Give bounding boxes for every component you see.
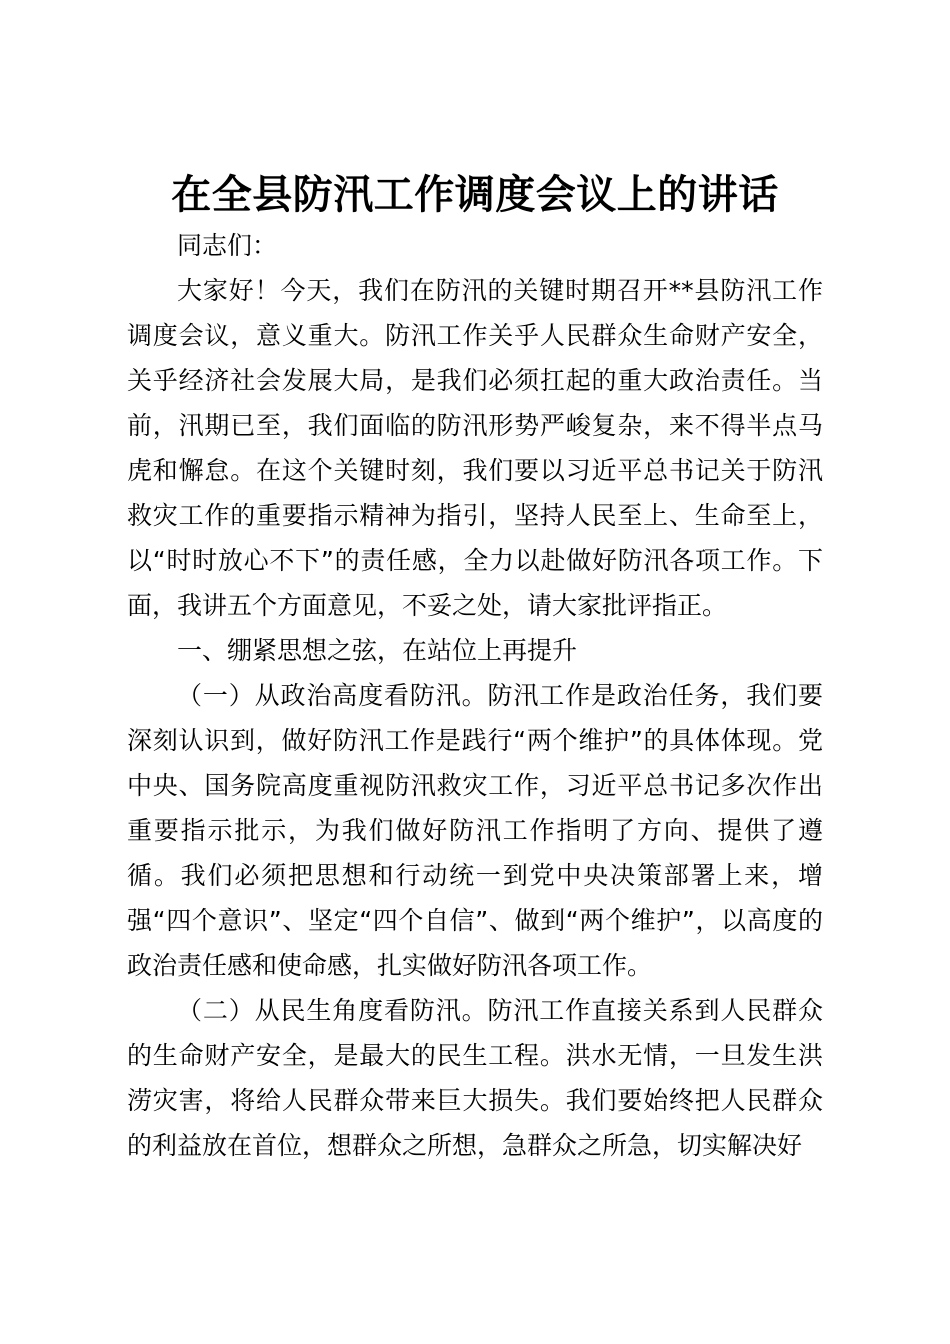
document-body	[127, 223, 823, 1168]
section-heading-1: 一、绷紧思想之弦，在站位上再提升	[177, 636, 578, 665]
document-title: 在全县防汛工作调度会议上的讲话	[171, 171, 779, 218]
paragraph-livelihood: （二）从民生角度看防汛。防汛工作直接关系到人民群众的生命财产安全，是最大的民生工程。洪水无情，一旦发生洪涝灾害，将给人民群众带来巨大损失。我们要始终把人民群众的利益放在首位，想群众之所想，急群众之所急，切实解决好	[127, 996, 823, 1160]
paragraph-political: （一）从政治高度看防汛。防汛工作是政治任务，我们要深刻认识到，做好防汛工作是践行“两个维护”的具体体现。党中央、国务院高度重视防汛救灾工作，习近平总书记多次作出重要指示批示，为我们做好防汛工作指明了方向、提供了遵循。我们必须把思想和行动统一到党中央决策部署上来，增强“四个意识”、坚定“四个自信”、做到“两个维护”，以高度的政治责任感和使命感，扎实做好防汛各项工作。	[127, 681, 823, 980]
salutation: 同志们：	[177, 231, 278, 260]
paragraph-intro: 大家好！今天，我们在防汛的关键时期召开**县防汛工作调度会议，意义重大。防汛工作关乎人民群众生命财产安全，关乎经济社会发展大局，是我们必须扛起的重大政治责任。当前，汛期已至，我们面临的防汛形势严峻复杂，来不得半点马虎和懈怠。在这个关键时刻，我们要以习近平总书记关于防汛救灾工作的重要指示精神为指引，坚持人民至上、生命至上，以“时时放心不下”的责任感，全力以赴做好防汛各项工作。下面，我讲五个方面意见，不妥之处，请大家批评指正。	[127, 276, 823, 620]
